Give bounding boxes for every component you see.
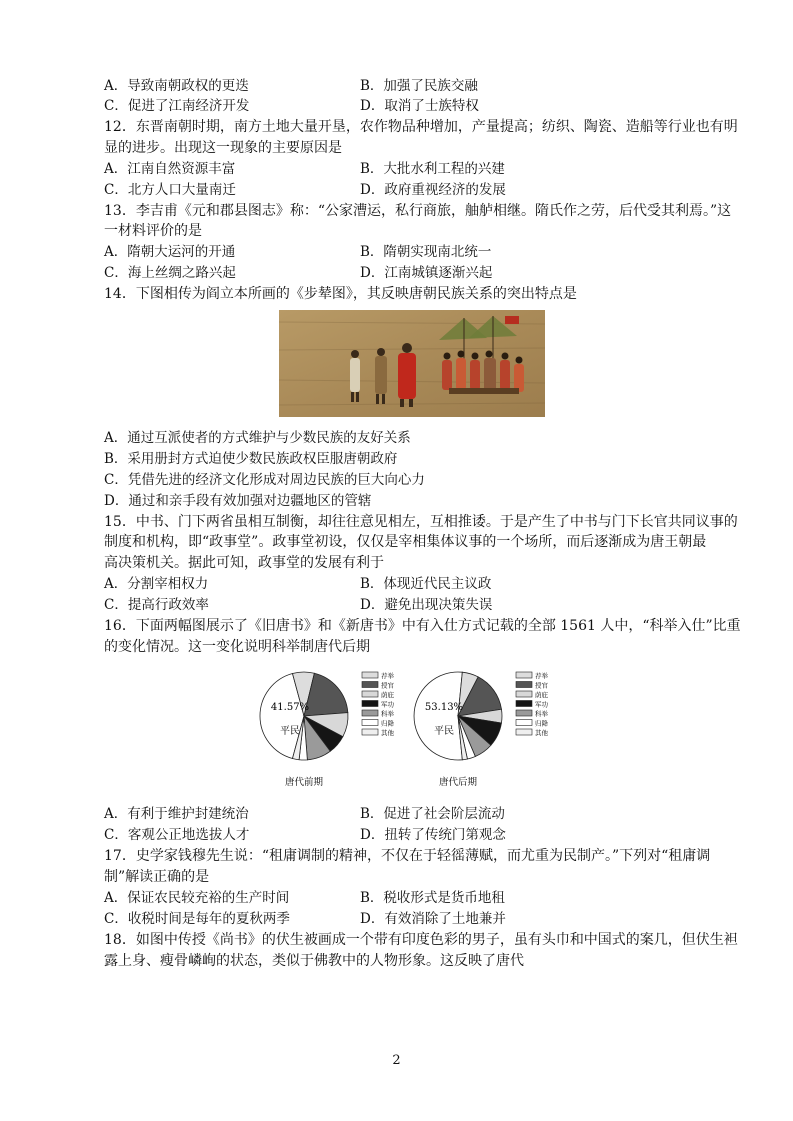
legend-label-科举: 科举 xyxy=(381,710,394,718)
legend-label-荐举: 荐举 xyxy=(381,672,394,680)
q14-option-b: B．采用册封方式迫使少数民族政权臣服唐朝政府 xyxy=(104,451,398,467)
legend-swatch-军功 xyxy=(516,701,532,707)
q17-option-c: C．收税时间是每年的夏秋两季 xyxy=(104,911,290,927)
legend-label-军功: 军功 xyxy=(381,700,394,709)
q17-stem-line-2: 制”解读正确的是 xyxy=(104,869,210,885)
q11-option-a: A．导致南朝政权的更迭 xyxy=(104,78,249,94)
legend-label-其他: 其他 xyxy=(381,729,394,737)
page-number: 2 xyxy=(392,1053,401,1068)
legend-swatch-军功 xyxy=(362,701,378,707)
q15-option-c: C．提高行政效率 xyxy=(104,597,209,613)
pie-center-percent: 53.13% xyxy=(424,702,464,713)
q13-option-a: A．隋朝大运河的开通 xyxy=(104,244,236,260)
pie-center-percent: 41.57% xyxy=(270,702,310,713)
q12-option-d: D．政府重视经济的发展 xyxy=(360,182,506,198)
q12-option-c: C．北方人口大量南迁 xyxy=(104,182,236,198)
legend-label-荐举: 荐举 xyxy=(535,672,548,680)
pie-chart-early-tang xyxy=(258,662,406,790)
pie-caption: 唐代后期 xyxy=(438,777,478,788)
pie-slice-平民 xyxy=(414,672,462,760)
pie-center-category: 平民 xyxy=(280,726,300,737)
q17-option-d: D．有效消除了土地兼并 xyxy=(360,911,506,927)
q16-stem-line-1: 16．下面两幅图展示了《旧唐书》和《新唐书》中有入仕方式记载的全部 1561 人中，“科举入仕”比重 xyxy=(104,618,741,634)
q12-stem-line-1: 12．东晋南朝时期，南方土地大量开垦，农作物品种增加，产量提高；纺织、陶瓷、造船等行业也有明 xyxy=(104,119,738,135)
q18-stem-line-2: 露上身、瘦骨嶙峋的状态，类似于佛教中的人物形象。这反映了唐代 xyxy=(104,953,524,969)
legend-label-科举: 科举 xyxy=(535,710,548,718)
q15-option-a: A．分割宰相权力 xyxy=(104,576,209,592)
q12-option-b: B．大批水利工程的兴建 xyxy=(360,161,505,177)
legend-label-其他: 其他 xyxy=(535,729,548,737)
q15-stem-line-1: 15．中书、门下两省虽相互制衡，却往往意见相左，互相推诿。于是产生了中书与门下长官共同议事的 xyxy=(104,514,738,530)
legend-label-归降: 归降 xyxy=(535,719,548,728)
legend-swatch-荫庇 xyxy=(516,691,532,697)
legend-swatch-荐举 xyxy=(362,672,378,678)
q15-stem-line-3: 高决策机关。据此可知，政事堂的发展有利于 xyxy=(104,555,384,571)
q15-option-d: D．避免出现决策失误 xyxy=(360,597,493,613)
q11-option-d: D．取消了士族特权 xyxy=(360,98,479,114)
q14-option-a: A．通过互派使者的方式维护与少数民族的友好关系 xyxy=(104,430,411,446)
q13-stem-line-1: 13．李吉甫《元和郡县图志》称：“公家漕运，私行商旅，舳舻相继。隋氏作之劳，后代受其利焉。”这 xyxy=(104,203,732,219)
legend-swatch-科举 xyxy=(516,710,532,716)
legend-swatch-归降 xyxy=(362,720,378,726)
q16-stem-line-2: 的变化情况。这一变化说明科举制唐代后期 xyxy=(104,639,370,655)
q15-option-b: B．体现近代民主议政 xyxy=(360,576,492,592)
legend-label-荫庇: 荫庇 xyxy=(535,691,548,699)
legend-swatch-归降 xyxy=(516,720,532,726)
q15-stem-line-2: 制度和机构，即“政事堂”。政事堂初设，仅仅是宰相集体议事的一个场所，而后逐渐成为唐王朝最 xyxy=(104,534,707,550)
pie-caption: 唐代前期 xyxy=(284,777,324,788)
legend-swatch-其他 xyxy=(362,729,378,735)
q13-option-d: D．江南城镇逐渐兴起 xyxy=(360,265,493,281)
q13-stem-line-2: 一材料评价的是 xyxy=(104,223,202,239)
q16-option-d: D．扭转了传统门第观念 xyxy=(360,827,506,843)
q13-option-c: C．海上丝绸之路兴起 xyxy=(104,265,236,281)
q17-option-a: A．保证农民较充裕的生产时间 xyxy=(104,890,290,906)
bunian-tu-painting xyxy=(279,310,545,417)
legend-swatch-荫庇 xyxy=(362,691,378,697)
legend-label-归降: 归降 xyxy=(381,719,394,728)
q17-stem-line-1: 17．史学家钱穆先生说：“租庸调制的精神，不仅在于轻徭薄赋，而尤重为民制产。”下列对“租庸调 xyxy=(104,848,711,864)
q16-option-a: A．有利于维护封建统治 xyxy=(104,806,249,822)
legend-swatch-荐举 xyxy=(516,672,532,678)
q14-option-d: D．通过和亲手段有效加强对边疆地区的管辖 xyxy=(104,493,372,509)
legend-swatch-其他 xyxy=(516,729,532,735)
q11-option-b: B．加强了民族交融 xyxy=(360,78,478,94)
legend-swatch-科举 xyxy=(362,710,378,716)
q16-option-b: B．促进了社会阶层流动 xyxy=(360,806,505,822)
legend-swatch-授官 xyxy=(362,682,378,688)
legend-label-荫庇: 荫庇 xyxy=(381,691,394,699)
q17-option-b: B．税收形式是货币地租 xyxy=(360,890,505,906)
q14-stem-line-1: 14．下图相传为阎立本所画的《步辇图》，其反映唐朝民族关系的突出特点是 xyxy=(104,286,577,302)
q12-option-a: A．江南自然资源丰富 xyxy=(104,161,236,177)
legend-swatch-授官 xyxy=(516,682,532,688)
q18-stem-line-1: 18．如图中传授《尚书》的伏生被画成一个带有印度色彩的男子，虽有头巾和中国式的案几，但伏生袒 xyxy=(104,932,738,948)
q14-option-c: C．凭借先进的经济文化形成对周边民族的巨大向心力 xyxy=(104,472,425,488)
pie-chart-late-tang xyxy=(412,662,560,790)
q13-option-b: B．隋朝实现南北统一 xyxy=(360,244,492,260)
legend-label-授官: 授官 xyxy=(535,681,548,690)
legend-label-授官: 授官 xyxy=(381,681,394,690)
q12-stem-line-2: 显的进步。出现这一现象的主要原因是 xyxy=(104,140,342,156)
pie-center-category: 平民 xyxy=(434,726,454,737)
q11-option-c: C．促进了江南经济开发 xyxy=(104,98,250,114)
legend-label-军功: 军功 xyxy=(535,700,548,709)
q16-option-c: C．客观公正地选拔人才 xyxy=(104,827,250,843)
